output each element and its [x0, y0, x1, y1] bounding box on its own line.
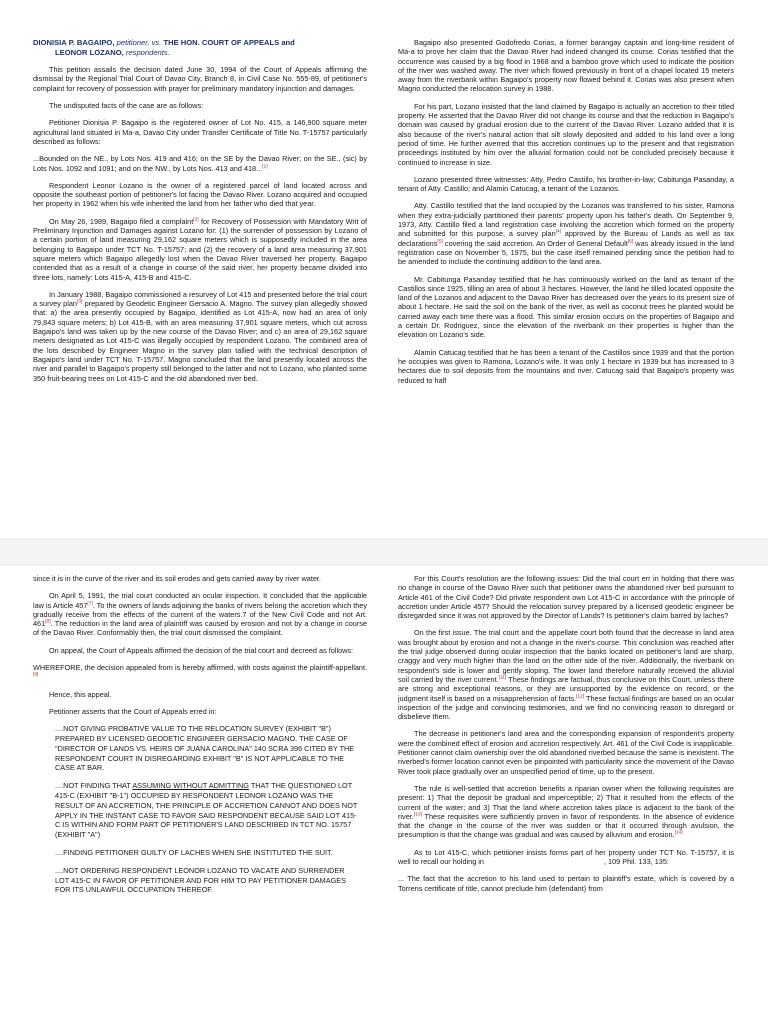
paragraph: [398, 102, 734, 167]
paragraph: [33, 154, 367, 173]
paragraph: [398, 348, 734, 385]
paragraph-text: As to Lot 415-C, which petitioner insists forms part of her property under TCT No. T-15757, it is well to recall our holding in: [398, 847, 734, 867]
assigned-error: [55, 848, 359, 858]
paragraph-text: The undisputed facts of the case are as follows:: [49, 101, 204, 111]
paragraph: [33, 101, 367, 110]
paragraph-text: ...Bounded on the NE., by Lots Nos. 419 and 416; on the SE by the Davao River; on the SE., (sic) by Lots Nos. 1092 and 1091; and on the NW., by Lots Nos. 413 and 418...: [33, 154, 367, 173]
paragraph: [398, 38, 734, 94]
paragraph-text: ....NOT FINDING THAT: [55, 781, 133, 791]
page-1-right-column: [398, 38, 734, 393]
paragraph: [398, 628, 734, 721]
paragraph: [33, 181, 367, 209]
paragraph-text: , 109 Phil. 133, 135:: [604, 857, 669, 867]
paragraph-text: These findings are factual, thus conclusive on this Court, unless there are strong and exceptional reasons, or they are unsupported by the evidence on record, or the judgment itself is based on a misapprehension of facts.: [398, 674, 734, 703]
paragraph: [33, 290, 367, 383]
paragraph-text: ....FINDING PETITIONER GUILTY OF LACHES WHEN SHE INSTITUTED THE SUIT.: [55, 848, 333, 858]
paragraph-text: In January 1988, Bagaipo commissioned a resurvey of Lot 415 and presented before the trial court a survey plan: [33, 289, 367, 309]
paragraph: [33, 574, 367, 583]
footnote-ref[interactable]: [8]: [45, 619, 51, 625]
footnote-ref[interactable]: [14]: [674, 831, 683, 836]
paragraph-text: The decrease in petitioner's land area and the corresponding expansion of respondent's property were the combined effect of erosion and accretion respectively. Art. 461 of the Civil Code is inapplicable. Petitioner cannot claim ownership over the old abandoned riverbed because the same is inexistent. The riverbed's former location cannot even be pinpointed with particularity since the movement of the Davao River took place gradually over an unspecified period of time, up to the present.: [398, 729, 734, 776]
paragraph: [33, 707, 367, 716]
page-separator: [0, 538, 768, 566]
footnote-ref[interactable]: [6]: [627, 239, 634, 245]
paragraph: [33, 217, 367, 282]
paragraph-text: ....NOT GIVING PROBATIVE VALUE TO THE RELOCATION SURVEY (EXHIBIT "B") PREPARED BY LICENSED GEODETIC ENGINEER GERSACIO MAGNO. THE CASE OF "DIRECTOR OF LANDS VS. HEIRS OF JUANA CAROLINA" 140 SCRA 396 CITED BY THE RESPONDENT COURT IN DISREGARDING EXHIBIT "B" IS NOT APPLICABLE TO THE CASE AT BAR.: [55, 724, 355, 773]
paragraph-text: WHEREFORE, the decision appealed from is hereby affirmed, with costs against the plaintiff-appellant.: [33, 663, 367, 673]
paragraph-text: ... The fact that the accretion to his land used to pertain to plaintiff's estate, which is covered by a Torrens certificate of title, cannot preclude him (defendant) from: [398, 874, 734, 893]
paragraph-text: On April 5, 1991, the trial court conducted an ocular inspection. It concluded that the applicable law is Article 457: [33, 591, 367, 610]
paragraph-text: . To the owners of lands adjoining the banks of rivers belong the accretion which they gradually receive from the effects of the current of the waters.7 of the New Civil Code and not Art. 461: [33, 600, 367, 629]
paragraph-text: On May 26, 1989, Bagaipo filed a complaint: [49, 216, 194, 226]
paragraph: [398, 784, 734, 840]
petitioner-role: petitioner,: [116, 38, 150, 47]
paragraph-text: Lozano presented three witnesses: Atty. Pedro Castillo, his brother-in-law; Cabitunga Pasanday, a tenant of Atty. Castillo; and Alamin Catucag, a tenant of the Lozanos.: [398, 174, 734, 194]
assigned-error: [55, 866, 359, 895]
page-2-right-column: [398, 574, 734, 901]
document-page-2: [0, 566, 768, 1024]
paragraph: [398, 175, 734, 194]
footnote-ref[interactable]: [7]: [87, 601, 93, 607]
assigned-error: [55, 724, 359, 773]
assigned-error: [55, 781, 359, 840]
footnote-ref[interactable]: [9]: [33, 672, 39, 678]
paragraph: [398, 275, 734, 340]
paragraph-text: THAT THE QUESTIONED LOT 415-C (EXHIBIT "B-1") OCCUPIED BY RESPONDENT LEONOR LOZANO WAS THE RESULT OF AN ACCRETION, THE PRINCIPLE OF ACCRETION CANNOT AND DOES NOT APPLY IN THE INSTANT CASE TO FAVOR SAID RESPONDENT BECAUSE SAID LOT 415-C IS WITHIN AND FORM PART OF PETITIONER'S LAND DESCRIBED IN TCT NO. 15757 (EXHIBIT "A"): [55, 781, 358, 840]
page-2-left-column: [33, 574, 367, 903]
paragraph: [33, 646, 367, 655]
paragraph-text: Petitioner Dionisia P. Bagaipo is the registered owner of Lot No. 415, a 146,900 square meter agricultural land situated in Ma-a, Davao City under Transfer Certificate of Title No. T-15757 particularly described as follows:: [33, 118, 367, 146]
paragraph: [398, 201, 734, 266]
paragraph: [398, 874, 734, 893]
paragraph-text: On appeal, the Court of Appeals affirmed the decision of the trial court and decreed as follows:: [49, 645, 354, 655]
footnote-ref[interactable]: [13]: [413, 812, 422, 818]
paragraph-text: The rule is well-settled that accretion benefits a riparian owner when the following requisites are present: 1) That the deposit be gradual and imperceptible; 2) That it resulted from the effects of the current of the water; and 3) That the land where accretion takes place is adjacent to the bank of the river.: [398, 783, 734, 821]
respondent-name: LEONOR LOZANO,: [55, 47, 124, 57]
paragraph: [33, 118, 367, 146]
respondent-court: THE HON. COURT OF APPEALS and: [163, 38, 295, 47]
paragraph-text: approved by the Bureau of Lands as well as tax declarations: [398, 229, 734, 248]
paragraph-text: Bagaipo also presented Godofredo Corias, a former barangay captain and long-time resident of Ma-a to prove her claim that the Davao River had indeed changed its course. Corias testified that the occurrence was caused by a big flood in 1968 and a bamboo grove which used to indicate the position of the river was washed away. The river which flowed previously in front of a chapel located 15 meters away from the riverbank within Bagaipo's property now flowed behind it. Corias was also present when Magno conducted the relocation survey in 1988.: [398, 38, 734, 94]
paragraph-text: prepared by Geodetic Engineer Gersacio A. Magno. The survey plan allegedly showed that: a) the area presently occupied by Bagaipo, identified as Lot 415-A, now had an area of only 79,843 square meters; b) Lot 415-B, with an area measuring 37,901 square meters, which cut across Bagaipo's land was taken up by the new course of the Davao River; and c) an area of 29,162 square meters designated as Lot 415-C was illegally occupied by respondent Lozano. The combined area of the lots described by Engineer Magno in the survey plan tallied with the technical description of Bagaipo's land under TCT No. T-15757. Magno concluded that the land presently located across the river and parallel to Bagaipo's property still belonged to the latter and not to Lozano, who planted some 350 fruit-bearing trees on Lot 415-C and the old abandoned river bed.: [33, 299, 367, 383]
paragraph-text: Hence, this appeal.: [49, 689, 112, 699]
footnote-ref[interactable]: [1]: [262, 164, 268, 170]
footnote-ref[interactable]: [3]: [76, 299, 83, 305]
paragraph-text: This petition assails the decision dated June 30, 1994 of the Court of Appeals affirming the dismissal by the Regional Trial Court of Davao City, Branch 8, in Civil Case No. 555-89, of petitioner's complaint for recovery of possession with prayer for preliminary mandatory injunction and damages.: [33, 65, 367, 93]
footnote-ref[interactable]: [12]: [576, 694, 585, 700]
paragraph-text: These factual findings are based on an ocular inspection of the judge and convincing testimonies, and we find no convincing reason to disregard or disbelieve them.: [398, 693, 734, 722]
respondent-role: respondents.: [125, 47, 170, 57]
paragraph: [398, 729, 734, 775]
paragraph: [33, 690, 367, 699]
paragraph-text: was already issued in the land registration case on November 5, 1975, but the case itself remained pending since the petition had to be amended to include the continuing addition to the land area.: [398, 238, 734, 267]
paragraph-text: For his part, Lozano insisted that the land claimed by Bagaipo is actually an accretion to their titled property. He asserted that the Davao River did not change its course and that the reduction in Bagaipo's domain was caused by gradual erosion due to the current of the Davao River. Lozano added that it is also because of the river's natural action that silt slowly deposited and added to his land over a long period of time. He further averred that this accretion continues up to the present and that registration proceedings instituted by him over the alluvial formation could not be concluded precisely because it continued to increase in size.: [398, 101, 734, 167]
paragraph-text: These requisites were sufficiently proven in favor of respondents. In the absence of evidence that the change in the course of the river was sudden or that it occurred through avulsion, the presumption is that the change was gradual and was caused by alluvium and erosion.: [398, 811, 734, 840]
petitioner-name: DIONISIA P. BAGAIPO,: [33, 38, 115, 47]
paragraph-text: covering the said accretion. An Order of General Default: [442, 238, 628, 248]
paragraph-text: Atty. Castillo testified that the land occupied by the Lozanos was transferred to his sister, Ramona when they extra-judicially partitioned their parents' property upon his father's death. On September 9, 1973, Atty. Castillo filed a land registration case involving the accretion which formed on the property and submitted for this purpose, a survey plan: [398, 201, 734, 239]
paragraph-text: ....NOT ORDERING RESPONDENT LEONOR LOZANO TO VACATE AND SURRENDER LOT 415-C IN FAVOR OF PETITIONER AND FOR HIM TO PAY PETITIONER DAMAGES FOR ITS UNLAWFUL OCCUPATION THEREOF.: [55, 865, 346, 895]
paragraph-text: for Recovery of Possession with Mandatory Writ of Preliminary Injunction and Damages against Lozano for: (1) the surrender of possession by Lozano of a certain portion of land measuring 29,162 square meters which is supposedly included in the area belonging to Bagaipo under TCT No. T-15757; and (2) the recovery of a land area measuring 37,901 square meters which Bagaipo allegedly lost when the Davao River traversed her property. Bagaipo contended that as a result of a change in course of the said river, her property became divided into three lots, namely: Lots 415-A, 415-B and 415-C.: [33, 216, 367, 282]
paragraph-text: Petitioner asserts that the Court of Appeals erred in:: [49, 706, 217, 716]
paragraph: [33, 591, 367, 637]
paragraph-text: For this Court's resolution are the following issues: Did the trial court err in holding that there was no change in course of the Davao River such that petitioner owns the abandoned river bed pursuant to Article 461 of the Civil Code? Did private respondent own Lot 415-C in accordance with the principle of accretion under Article 457? Should the relocation survey prepared by a licensed geodetic engineer be disregarded since it was not approved by the Director of Lands? Is petitioner's claim barred by laches?: [398, 574, 734, 621]
paragraph: [33, 65, 367, 93]
paragraph-text: On the first issue. The trial court and the appellate court both found that the decrease in land area was brought about by erosion and not a change in the river's course. This conclusion was reached after the trial judge observed during ocular inspection that the banks located on petitioner's land are sharp, craggy and very much higher than the land on the other side of the river. Additionally, the riverbank on respondent's side is lower and gently sloping. The lower land therefore naturally received the alluvial soil carried by the river current.: [398, 628, 734, 684]
paragraph-text: Alamin Catucag testified that he has been a tenant of the Castillos since 1939 and that the portion he occupies was given to Ramona, Lozano's wife. It was only 1 hectare in 1939 but has increased to 3 hectares due to soil deposits from the mountains and river. Catucag said that Bagaipo's property was reduced to half: [398, 347, 734, 385]
footnote-ref[interactable]: [11]: [498, 675, 507, 681]
footnote-ref[interactable]: [2]: [193, 217, 199, 223]
footnote-ref[interactable]: [5]: [437, 239, 443, 245]
paragraph-text: since it is in the curve of the river and its soil erodes and gets carried away by river water.: [33, 574, 321, 583]
paragraph: [398, 574, 734, 620]
paragraph-text: Mr. Cabitunga Pasanday testified that he has continuously worked on the land as tenant of the Castillos since 1925, tilling an area of about 3 hectares. However, the land he tilled located opposite the land of the Lozanos and adjacent to the Davao River has decreased over the years to its present size of about 1 hectare. He said the soil on the bank of the river, as well as coconut trees he planted would be carried away each time there was a flood. This similar erosion occurs on the properties of Bagaipo and a certain Dr. Rodriguez, since the elevation of the riverbank on their properties is higher than the elevation on Lozano's side.: [398, 274, 734, 340]
page-1-left-column: [33, 38, 367, 391]
underlined-text: ASSUMING WITHOUT ADMITTING: [132, 781, 249, 791]
paragraph: [398, 848, 734, 867]
versus: vs.: [151, 38, 162, 47]
footnote-ref[interactable]: [4]: [555, 229, 562, 235]
paragraph-text: . The reduction in the land area of plaintiff was caused by erosion and not by a change in course of the Davao River. Conformably then, the trial court dismissed the complaint.: [33, 619, 367, 638]
paragraph-text: Respondent Leonor Lozano is the owner of a registered parcel of land located across and opposite the southeast portion of petitioner's lot facing the Davao River. Lozano acquired and occupied her property in 1962 when his wife inherited the land from her father who died that year.: [33, 180, 367, 209]
paragraph: [33, 663, 367, 682]
case-caption: [33, 38, 367, 57]
